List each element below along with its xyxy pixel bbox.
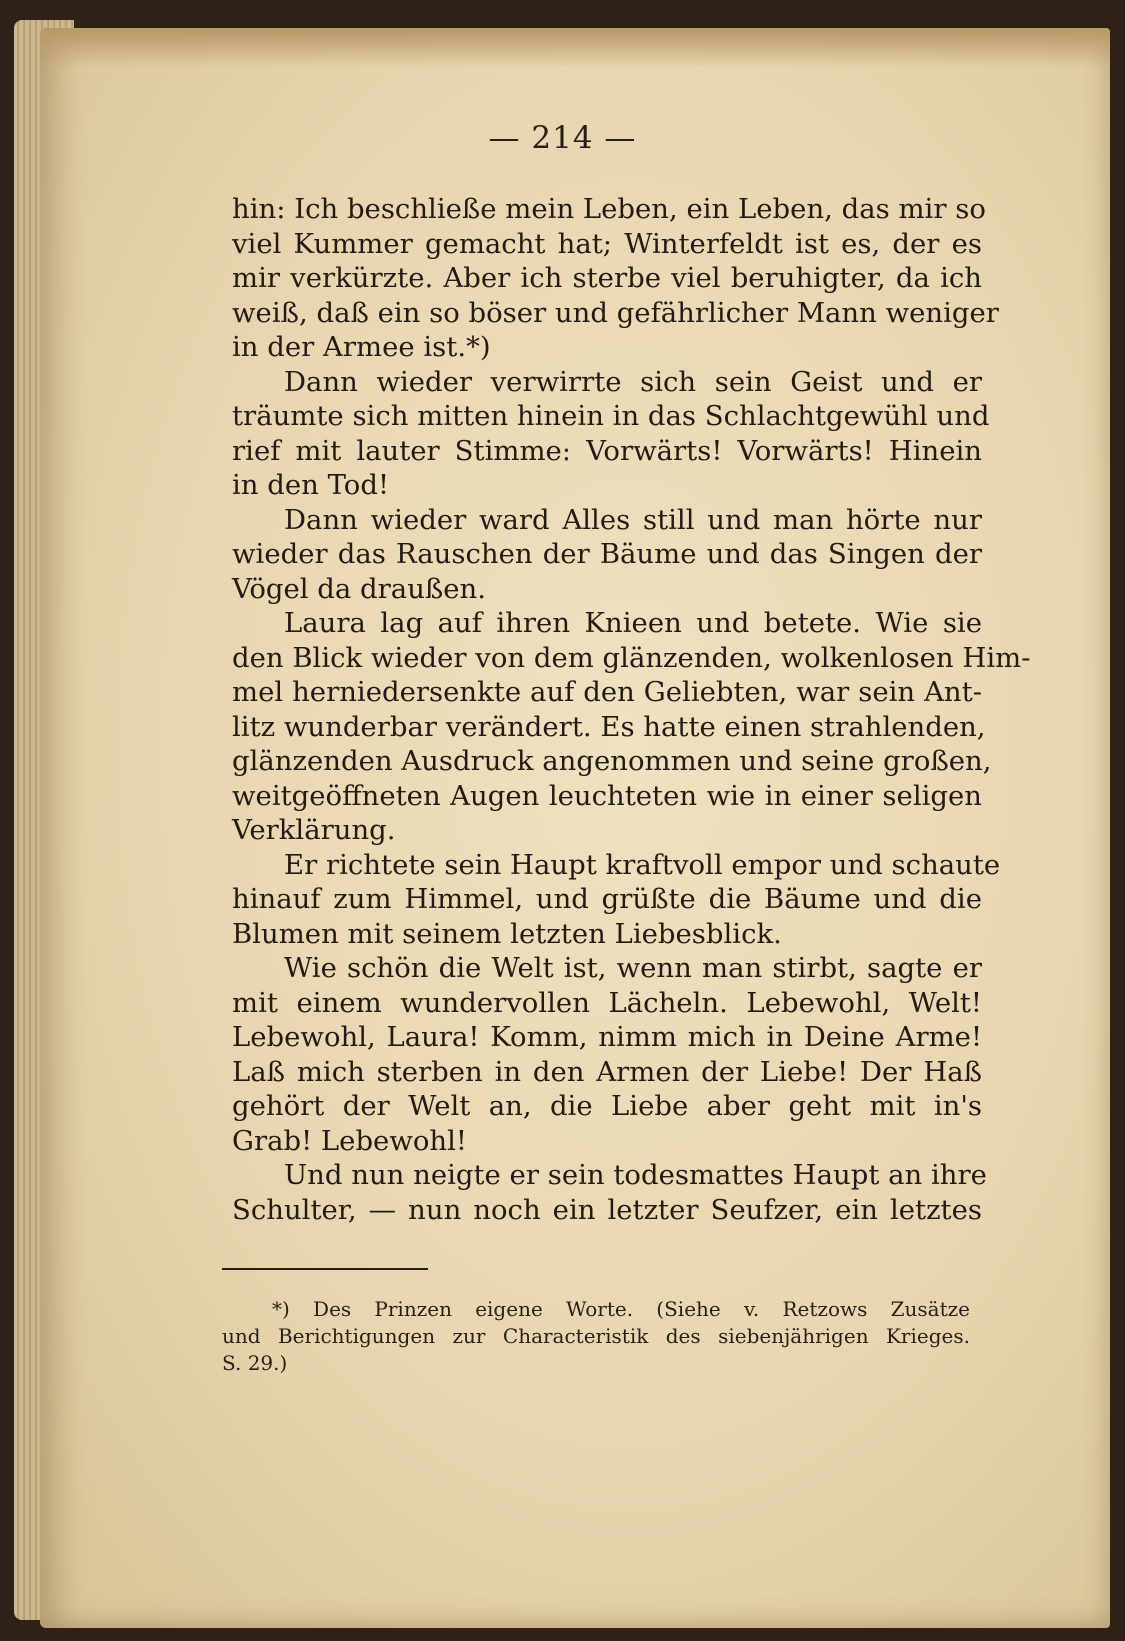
text-line: mir verkürzte. Aber ich sterbe viel beruhigter, da ich	[232, 262, 982, 294]
text-line: den Blick wieder von dem glänzenden, wolkenlosen Him-	[232, 641, 1031, 674]
text-line: viel Kummer gemacht hat; Winterfeldt ist es, der es	[232, 227, 982, 260]
text-line: in der Armee ist.*)	[232, 331, 491, 363]
page-number: — 214 —	[488, 120, 637, 156]
body-text	[232, 192, 1031, 1227]
text-line: Vögel da draußen.	[232, 572, 486, 605]
text-line: Grab! Lebewohl!	[232, 1124, 467, 1157]
text-line: Und nun neigte er sein todesmattes Haupt an ihre	[284, 1159, 987, 1191]
text-line: Dann wieder ward Alles still und man hörte nur	[284, 503, 982, 536]
text-line: Laß mich sterben in den Armen der Liebe! Der Haß	[232, 1055, 982, 1088]
text-line: gehört der Welt an, die Liebe aber geht mit in's	[232, 1090, 982, 1122]
text-line: hinauf zum Himmel, und grüßte die Bäume und die	[232, 883, 982, 915]
footnote-line: S. 29.)	[222, 1351, 288, 1375]
text-line: rief mit lauter Stimme: Vorwärts! Vorwärts! Hinein	[232, 434, 982, 467]
text-line: Dann wieder verwirrte sich sein Geist und er	[284, 365, 982, 398]
text-line: hin: Ich beschließe mein Leben, ein Leben, das mir so	[232, 193, 986, 225]
text-line: träumte sich mitten hinein in das Schlachtgewühl und	[232, 400, 990, 432]
footnote-divider	[222, 1268, 428, 1270]
text-line: Lebewohl, Laura! Komm, nimm mich in Deine Arme!	[232, 1021, 982, 1053]
text-line: mit einem wundervollen Lächeln. Lebewohl, Welt!	[232, 986, 982, 1019]
text-line: weitgeöffneten Augen leuchteten wie in einer seligen	[232, 779, 982, 812]
text-line: in den Tod!	[232, 469, 389, 501]
footnote	[222, 1296, 970, 1377]
text-line: Schulter, — nun noch ein letzter Seufzer, ein letztes	[232, 1193, 982, 1226]
text-line: glänzenden Ausdruck angenommen und seine großen,	[232, 745, 992, 777]
text-line: Blumen mit seinem letzten Liebesblick.	[232, 917, 782, 950]
text-line: mel herniedersenkte auf den Geliebten, war sein Ant-	[232, 676, 982, 708]
footnote-line: und Berichtigungen zur Characteristik des siebenjährigen Krieges.	[222, 1324, 970, 1348]
footnote-line: *) Des Prinzen eigene Worte. (Siehe v. Retzows Zusätze	[272, 1297, 970, 1321]
text-line: wieder das Rauschen der Bäume und das Singen der	[232, 538, 982, 570]
text-line: Verklärung.	[232, 814, 396, 846]
page-top-shadow	[40, 28, 1110, 68]
text-line: Laura lag auf ihren Knieen und betete. Wie sie	[284, 607, 982, 639]
text-line: litz wunderbar verändert. Es hatte einen strahlenden,	[232, 710, 986, 743]
text-line: Wie schön die Welt ist, wenn man stirbt, sagte er	[284, 952, 982, 984]
text-line: Er richtete sein Haupt kraftvoll empor und schaute	[284, 848, 1001, 881]
text-line: weiß, daß ein so böser und gefährlicher Mann weniger	[232, 296, 999, 329]
